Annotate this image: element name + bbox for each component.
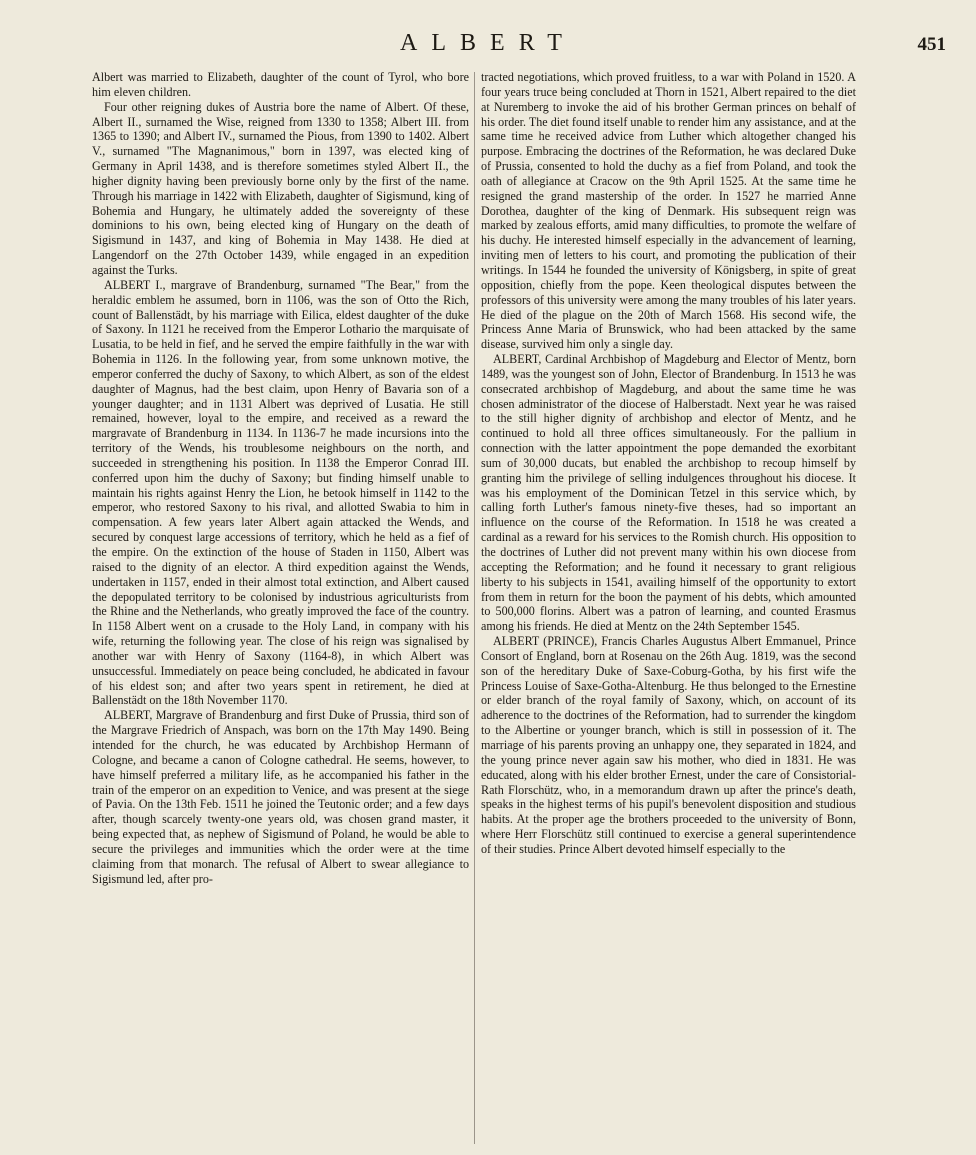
paragraph-text: Margrave of Brandenburg and first Duke of Prussia, third son of the Margrave Friedrich of Anspach, was born on the 17th May 1490. Being intended for the church, he was educated by Archbishop Hermann of Cologne, and became a canon of Cologne cathedral. He seems, however, to have himself preferred a military life, as he accompanied his father in the train of the emperor on an expedition to Venice, and was present at the siege of Pavia. On the 13th Feb. 1511 he joined the Teutonic order; and a few days after, though scarcely twenty-one years old, was chosen grand master, it being expected that, as nephew of Sigismund of Poland, he would be able to secure the privileges and immunities which the order were at the time claiming from that monarch. The refusal of Albert to swear allegiance to Sigismund led, after pro- (92, 708, 469, 886)
paragraph (92, 70, 469, 100)
right-column (481, 70, 856, 1148)
paragraph-text: Francis Charles Augustus Albert Emmanuel, Prince Consort of England, born at Rosenau on the 26th Aug. 1819, was the second son of the hereditary Duke of Saxe-Coburg-Gotha, by his first wife the Princess Louise of Saxe-Gotha-Altenburg. He thus belonged to the Ernestine or elder branch of the royal family of Saxony, which, on account of its adherence to the doctrines of the Reformation, had to surrender the kingdom to the Albertine or younger branch, which is still in possession of it. The marriage of his parents proving an unhappy one, they separated in 1824, and the young prince never again saw his mother, who died in 1831. He was educated, along with his elder brother Ernest, under the care of Consistorial-Rath Florschütz, who, in a memorandum drawn up after the prince's death, speaks in the highest terms of his pupil's benevolent disposition and studious habits. At the proper age the brothers proceeded to the university of Bonn, where Herr Florschütz still continued to exercise a general superintendence of their studies. Prince Albert devoted himself especially to the (481, 634, 856, 856)
page-title: ALBERT (400, 30, 576, 56)
page-number: 451 (917, 34, 946, 55)
entry-heading: ALBERT, (104, 708, 153, 723)
paragraph (92, 278, 469, 708)
paragraph (481, 352, 856, 634)
paragraph-text: tracted negotiations, which proved fruitless, to a war with Poland in 1520. A four years truce being concluded at Thorn in 1521, Albert repaired to the diet at Nuremberg to invoke the aid of his brother German princes on behalf of his order. The diet found itself unable to render him any assistance, and at the same time he received advice from Luther which altogether changed his purpose. Embracing the doctrines of the Reformation, he was declared Duke of Prussia, consented to hold the duchy as a fief from Poland, and took the oath of allegiance at Cracow on the 9th April 1525. At the same time he resigned the grand mastership of the order. In 1527 he married Anne Dorothea, daughter of the king of Denmark. His subsequent reign was marked by zealous efforts, amid many difficulties, to promote the welfare of his duchy. He interested himself especially in the advancement of learning, inviting men of letters to his court, and promoting the publication of their writings. In 1544 he founded the university of Königsberg, in spite of great opposition, chiefly from the pope. Keen theological disputes between the professors of this university were among the many troubles of his later years. He died of the plague on the 20th of March 1568. His second wife, the Princess Anne Maria of Brunswick, who had been attacked by the same disease, survived him only a single day. (481, 70, 856, 352)
paragraph (481, 70, 856, 352)
running-head (0, 30, 976, 64)
paragraph-text: Four other reigning dukes of Austria bore the name of Albert. Of these, Albert II., surnamed the Wise, reigned from 1330 to 1358; Albert III. from 1365 to 1390; and Albert IV., surnamed the Pious, from 1390 to 1402. Albert V., surnamed "The Magnanimous," born in 1397, was elected king of Germany in April 1438, and is therefore sometimes styled Albert II., the higher dignity having been previously borne only by the first of the name. Through his marriage in 1422 with Elizabeth, daughter of Sigismund, king of Bohemia and Hungary, he ultimately added the sovereignty of these dominions to his own, being elected king of Hungary on the death of Sigismund in 1437, and king of Bohemia in May 1438. He died at Langendorf on the 27th October 1439, while engaged in an expedition against the Turks. (92, 99, 469, 277)
left-column (92, 70, 469, 1148)
paragraph (92, 100, 469, 278)
entry-heading: ALBERT I., (104, 277, 166, 292)
paragraph (92, 708, 469, 886)
paragraph-text: Cardinal Archbishop of Magdeburg and Elector of Mentz, born 1489, was the youngest son of John, Elector of Brandenburg. In 1513 he was consecrated archbishop of Magdeburg, and about the same time he was chosen administrator of the diocese of Halberstadt. Next year he was raised to the still higher dignity of archbishop and elector of Mentz, and he continued to hold all three offices simultaneously. For the pallium in connection with the latter appointment the pope demanded the exorbitant sum of 30,000 ducats, but enabled the archbishop to recoup himself by granting him the privilege of selling indulgences throughout his diocese. It was his employment of the Dominican Tetzel in this service which, by calling forth Luther's famous ninety-five theses, had so important an influence on the course of the Reformation. In 1518 he was created a cardinal as a reward for his services to the Romish church. His opposition to the doctrines of Luther did not prevent many within his own diocese from accepting the Reformation; and he found it necessary to grant religious liberty to his subjects in 1541, availing himself of the opportunity to extort from them in return for the boon the payment of his debts, which amounted to 500,000 florins. Albert was a patron of learning, and counted Erasmus among his friends. He died at Mentz on the 24th September 1545. (481, 352, 856, 634)
column-divider (474, 72, 475, 1144)
paragraph-text: Albert was married to Elizabeth, daughter of the count of Tyrol, who bore him eleven children. (92, 70, 469, 99)
entry-heading: ALBERT (PRINCE), (493, 634, 598, 649)
paragraph (481, 634, 856, 857)
entry-heading: ALBERT, (493, 352, 542, 367)
paragraph-text: margrave of Brandenburg, surnamed "The Bear," from the heraldic emblem he assumed, born in 1106, was the son of Otto the Rich, count of Ballenstädt, by his marriage with Eilica, eldest daughter of the duke of Saxony. In 1121 he received from the Emperor Lothario the marquisate of Lusatia, to be held in fief, and he served the empire faithfully in the war with Bohemia in 1126. In the following year, from some unknown motive, the emperor conferred the duchy of Saxony, to which Albert, as son of the eldest daughter of Magnus, had the best claim, upon Henry of Bavaria son of a younger daughter; and in 1131 Albert was deprived of Lusatia. He still remained, however, loyal to the empire, and received as a reward the margravate of Brandenburg in 1134. In 1136-7 he made incursions into the territory of the Wends, his troublesome neighbours on the north, and succeeded in strengthening his position. In 1138 the Emperor Conrad III. conferred upon him the duchy of Saxony; but finding himself unable to maintain his rights against Henry the Lion, he betook himself in 1142 to the emperor, who restored Saxony to his rival, and allotted Swabia to him in compensation. A few years later Albert again attacked the Wends, and secured by conquest large accessions of territory, which he held as a fief of the empire. On the extinction of the house of Staden in 1150, Albert was raised to the dignity of an elector. A third expedition against the Wends, undertaken in 1157, ended in their almost total extinction, and Albert caused the depopulated territory to be colonised by industrious agriculturists from the Rhine and the Netherlands, who greatly improved the face of the country. In 1158 Albert went on a crusade to the Holy Land, in company with his wife, returning the following year. The close of his reign was signalised by another war with Henry of Saxony (1164-8), in which Albert was unsuccessful. Immediately on peace being concluded, he abdicated in favour of his eldest son; and after two years spent in retirement, he died at Ballenstädt on the 18th November 1170. (92, 277, 469, 708)
